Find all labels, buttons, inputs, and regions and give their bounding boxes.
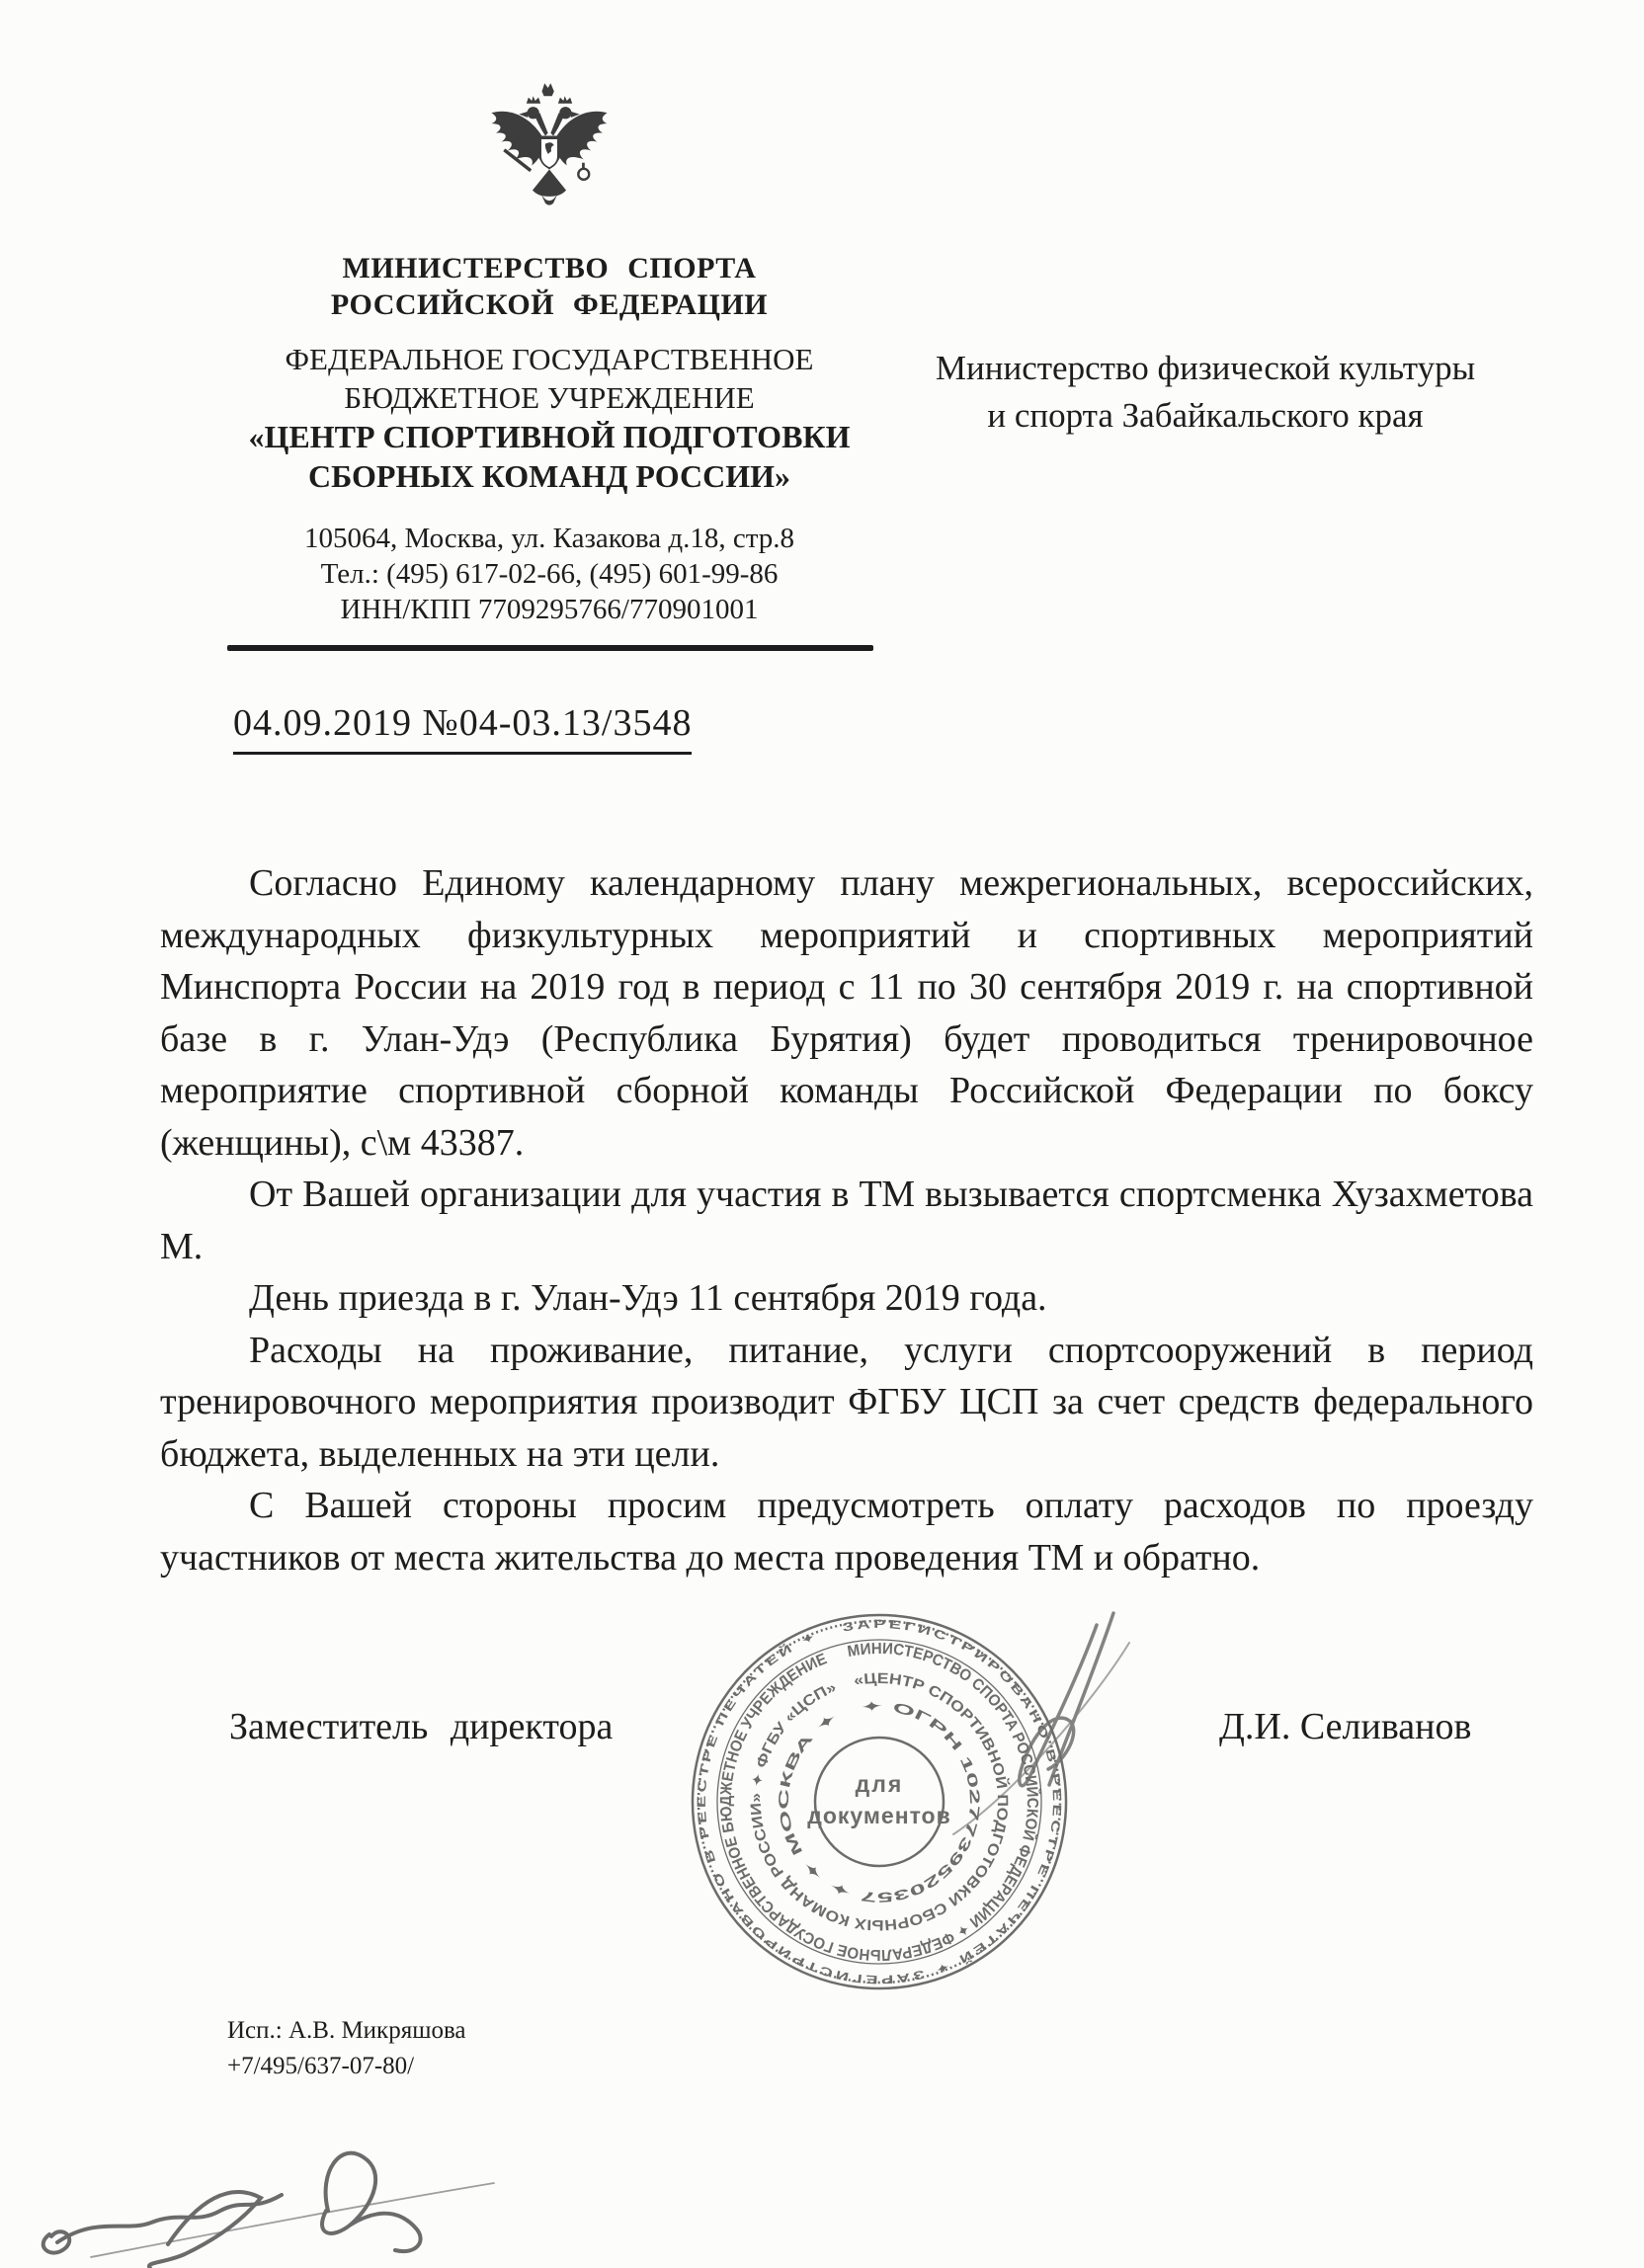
paragraph: От Вашей организации для участия в ТМ вызывается спортсменка Хузахметова М. [160, 1174, 1533, 1267]
reference-number: 04.09.2019 №04-03.13/3548 [233, 701, 692, 755]
stamp-center-line2: документов [807, 1803, 951, 1828]
handwritten-signature [0, 2114, 534, 2268]
org-phone: Тел.: (495) 617-02-66, (495) 601-99-86 [320, 558, 779, 590]
org-type-line2: БЮДЖЕТНОЕ УЧРЕЖДЕНИЕ [344, 380, 755, 415]
addressee-block [904, 345, 1507, 440]
ministry-name-line1: МИНИСТЕРСТВО СПОРТА [342, 252, 757, 284]
signer-name: Д.И. Селиванов [1219, 1706, 1472, 1747]
signer-position: Заместитель директора [229, 1706, 614, 1747]
paragraph: Расходы на проживание, питание, услуги спортсооружений в период тренировочного мероприятия производит ФГБУ ЦСП за счет средств федерального бюджета, выделенных на эти цели. [160, 1329, 1533, 1475]
paragraph: Согласно Единому календарному плану межрегиональных, всероссийских, международных физкультурных мероприятий и спортивных мероприятий Минспорта России на 2019 год в период с 11 по 30 сентября 2019 г. на спортивной базе в г. Улан-Удэ (Республика Бурятия) будет проводиться тренировочное мероприятие спортивной сборной команды Российской Федерации по боксу (женщины), с\м 43387. [160, 862, 1533, 1164]
executor-name: Исп.: А.В. Микряшова [227, 2017, 466, 2044]
letterhead-divider-line [227, 645, 873, 651]
org-name-line1: «ЦЕНТР СПОРТИВНОЙ ПОДГОТОВКИ [248, 419, 851, 454]
paragraph: С Вашей стороны просим предусмотреть оплату расходов по проезду участников от места жительства до места проведения ТМ и обратно. [160, 1485, 1533, 1579]
stamp-center-line1: для [855, 1771, 904, 1797]
org-address: 105064, Москва, ул. Казакова д.18, стр.8 [304, 523, 794, 554]
addressee-line1: Министерство физической культуры [935, 349, 1476, 387]
org-inn-kpp: ИНН/КПП 7709295766/770901001 [340, 594, 759, 625]
letter-body [160, 857, 1533, 1583]
paragraph: День приезда в г. Улан-Удэ 11 сентября 2019 года. [249, 1277, 1047, 1319]
stamp-ring-1: МИНИСТЕРСТВО СПОРТА РОССИЙСКОЙ ФЕДЕРАЦИИ ✦ ФЕДЕРАЛЬНОЕ ГОСУДАРСТВЕННОЕ БЮДЖЕТНОЕ УЧРЕЖДЕНИЕ [717, 1640, 1041, 1964]
stamp-ring-outer: ЗАРЕГИСТРИРОВАНО В РЕЕСТРЕ ПЕЧАТЕЙ ✦ ЗАРЕГИСТРИРОВАНО В РЕЕСТРЕ ПЕЧАТЕЙ ✦ [694, 1616, 1065, 1987]
coat-of-arms [225, 79, 873, 246]
executor-block [227, 2013, 466, 2084]
org-type-line1: ФЕДЕРАЛЬНОЕ ГОСУДАРСТВЕННОЕ [285, 342, 814, 376]
letterhead-left [225, 79, 873, 627]
org-name-line2: СБОРНЫХ КОМАНД РОССИИ» [307, 458, 791, 494]
director-signature-scribble [894, 1585, 1191, 1882]
ministry-name-line2: РОССИЙСКОЙ ФЕДЕРАЦИИ [330, 288, 769, 321]
stamp-ring-3: ✦ ОГРН 1027739520357 ✦ ✦ МОСКВА ✦ [775, 1698, 984, 1906]
coat-of-arms-icon [475, 79, 623, 241]
addressee-line2: и спорта Забайкальского края [987, 396, 1424, 435]
executor-phone: +7/495/637-07-80/ [227, 2053, 415, 2079]
stamp-ring-2: «ЦЕНТР СПОРТИВНОЙ ПОДГОТОВКИ СБОРНЫХ КОМАНД РОССИИ» ✦ ФГБУ «ЦСП» [747, 1669, 1011, 1934]
